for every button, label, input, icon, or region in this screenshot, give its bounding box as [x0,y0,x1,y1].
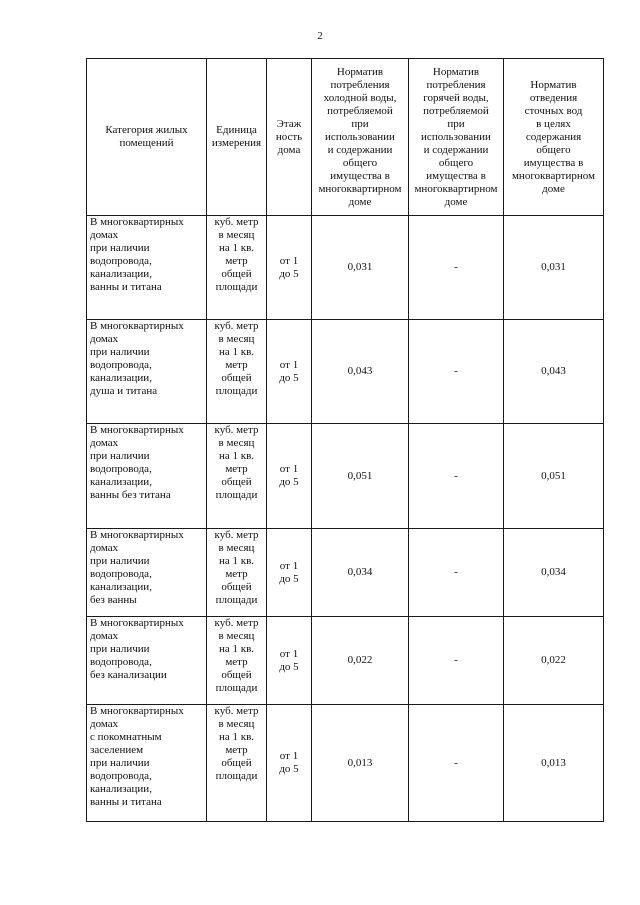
cell-unit: куб. метр в месяц на 1 кв. метр общей площади [207,705,267,822]
cell-cold-water: 0,034 [312,529,409,617]
cell-category: В многоквартирных домах с покомнатным заселением при наличии водопровода, канализации, ванны и титана [87,705,207,822]
cell-floors: от 1 до 5 [267,705,312,822]
cell-floors: от 1 до 5 [267,529,312,617]
cell-unit: куб. метр в месяц на 1 кв. метр общей площади [207,216,267,320]
header-cold-water: Норматив потребления холодной воды, потребляемой при использовании и содержании общего имущества в многоквартирном доме [312,59,409,216]
header-floors: Этаж ность дома [267,59,312,216]
cell-category: В многоквартирных домах при наличии водопровода, без канализации [87,617,207,705]
table-header-row [87,59,604,216]
cell-wastewater: 0,022 [504,617,604,705]
cell-floors: от 1 до 5 [267,320,312,424]
table-row [87,529,604,617]
header-category: Категория жилых помещений [87,59,207,216]
header-unit: Единица измерения [207,59,267,216]
cell-cold-water: 0,043 [312,320,409,424]
norms-table [86,58,604,822]
cell-cold-water: 0,022 [312,617,409,705]
cell-hot-water: - [409,617,504,705]
cell-wastewater: 0,013 [504,705,604,822]
table-row [87,705,604,822]
table-row [87,320,604,424]
cell-category: В многоквартирных домах при наличии водопровода, канализации, ванны без титана [87,424,207,529]
cell-category: В многоквартирных домах при наличии водопровода, канализации, ванны и титана [87,216,207,320]
cell-wastewater: 0,043 [504,320,604,424]
cell-wastewater: 0,051 [504,424,604,529]
cell-floors: от 1 до 5 [267,216,312,320]
cell-floors: от 1 до 5 [267,424,312,529]
cell-unit: куб. метр в месяц на 1 кв. метр общей площади [207,424,267,529]
cell-category: В многоквартирных домах при наличии водопровода, канализации, без ванны [87,529,207,617]
page-number: 2 [317,30,323,42]
cell-hot-water: - [409,705,504,822]
cell-cold-water: 0,031 [312,216,409,320]
cell-wastewater: 0,031 [504,216,604,320]
cell-floors: от 1 до 5 [267,617,312,705]
table-row [87,216,604,320]
table-row [87,617,604,705]
header-hot-water: Норматив потребления горячей воды, потребляемой при использовании и содержании общего имущества в многоквартирном доме [409,59,504,216]
cell-category: В многоквартирных домах при наличии водопровода, канализации, душа и титана [87,320,207,424]
cell-cold-water: 0,051 [312,424,409,529]
cell-hot-water: - [409,529,504,617]
cell-cold-water: 0,013 [312,705,409,822]
cell-unit: куб. метр в месяц на 1 кв. метр общей площади [207,320,267,424]
cell-unit: куб. метр в месяц на 1 кв. метр общей площади [207,617,267,705]
cell-wastewater: 0,034 [504,529,604,617]
cell-hot-water: - [409,320,504,424]
cell-hot-water: - [409,216,504,320]
cell-unit: куб. метр в месяц на 1 кв. метр общей площади [207,529,267,617]
table-row [87,424,604,529]
cell-hot-water: - [409,424,504,529]
header-wastewater: Норматив отведения сточных вод в целях содержания общего имущества в многоквартирном доме [504,59,604,216]
